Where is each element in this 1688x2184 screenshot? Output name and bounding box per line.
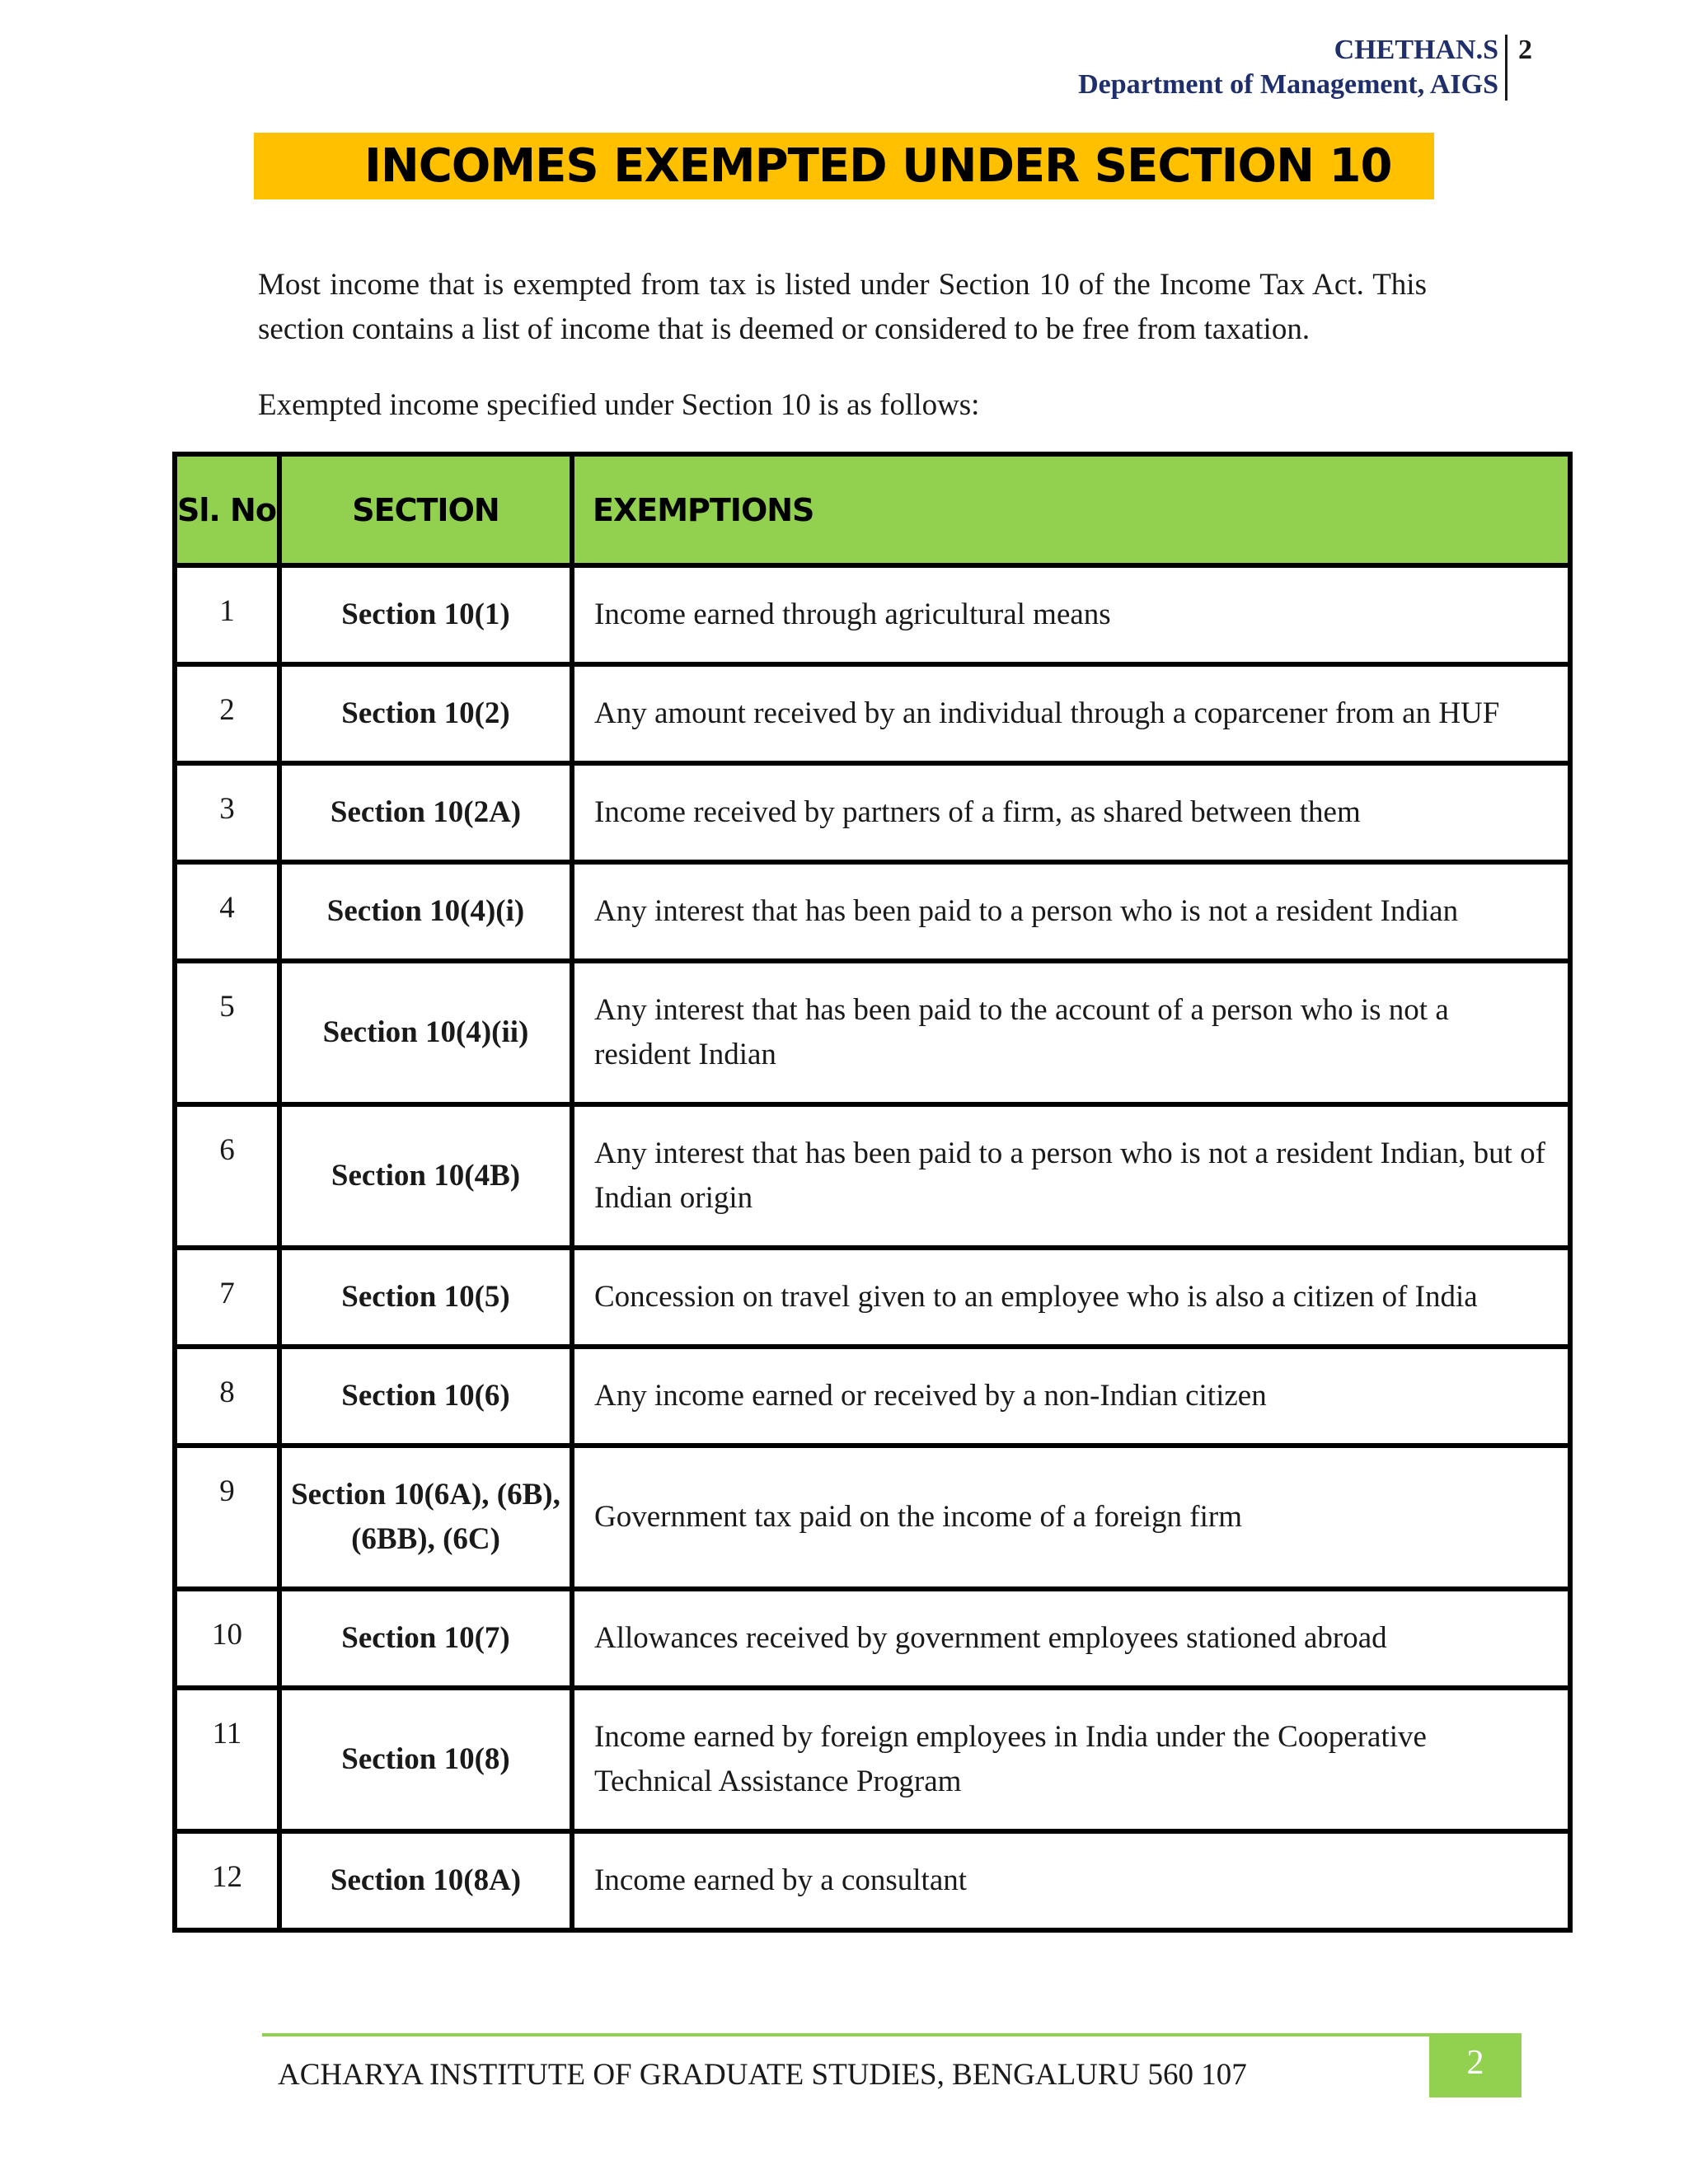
cell-sl-no: 8 <box>175 1347 279 1446</box>
cell-sl-no: 1 <box>175 565 279 664</box>
cell-section: Section 10(1) <box>279 565 572 664</box>
cell-sl-no: 7 <box>175 1248 279 1347</box>
table-row <box>175 1248 1570 1347</box>
header-department: Department of Management, AIGS <box>1078 69 1498 100</box>
cell-sl-no: 3 <box>175 763 279 862</box>
cell-section: Section 10(6A), (6B), (6BB), (6C) <box>279 1446 572 1589</box>
cell-exemption: Allowances received by government employees stationed abroad <box>572 1589 1570 1688</box>
table-row <box>175 961 1570 1104</box>
page-title: INCOMES EXEMPTED UNDER SECTION 10 <box>254 133 1434 199</box>
exemptions-table <box>172 452 1573 1933</box>
table-row <box>175 565 1570 664</box>
cell-section: Section 10(4B) <box>279 1104 572 1248</box>
header-divider <box>1505 35 1507 101</box>
column-header-sl-no: Sl. No <box>175 454 279 565</box>
cell-exemption: Any interest that has been paid to a person who is not a resident Indian <box>572 862 1570 961</box>
cell-section: Section 10(7) <box>279 1589 572 1688</box>
table-row <box>175 1104 1570 1248</box>
table-row <box>175 763 1570 862</box>
cell-section: Section 10(4)(i) <box>279 862 572 961</box>
header-page-number: 2 <box>1518 35 1532 65</box>
cell-sl-no: 4 <box>175 862 279 961</box>
cell-exemption: Income received by partners of a firm, as shared between them <box>572 763 1570 862</box>
cell-exemption: Any amount received by an individual through a coparcener from an HUF <box>572 664 1570 763</box>
cell-section: Section 10(6) <box>279 1347 572 1446</box>
intro-paragraph: Most income that is exempted from tax is listed under Section 10 of the Income Tax Act. This section contains a list of income that is deemed or considered to be free from taxation. <box>258 268 1427 346</box>
page-header <box>1078 33 1498 102</box>
cell-section: Section 10(2) <box>279 664 572 763</box>
cell-section: Section 10(4)(ii) <box>279 961 572 1104</box>
cell-sl-no: 9 <box>175 1446 279 1589</box>
cell-exemption: Any income earned or received by a non-Indian citizen <box>572 1347 1570 1446</box>
column-header-section: SECTION <box>279 454 572 565</box>
table-row <box>175 862 1570 961</box>
cell-sl-no: 11 <box>175 1688 279 1831</box>
cell-sl-no: 6 <box>175 1104 279 1248</box>
cell-exemption: Income earned through agricultural means <box>572 565 1570 664</box>
footer-page-number: 2 <box>1429 2033 1522 2097</box>
column-header-exemptions: EXEMPTIONS <box>572 454 1570 565</box>
cell-exemption: Any interest that has been paid to a person who is not a resident Indian, but of Indian origin <box>572 1104 1570 1248</box>
lead-paragraph: Exempted income specified under Section 10 is as follows: <box>258 388 980 422</box>
cell-sl-no: 12 <box>175 1831 279 1930</box>
table-row <box>175 664 1570 763</box>
table-row <box>175 1831 1570 1930</box>
footer-institute: ACHARYA INSTITUTE OF GRADUATE STUDIES, BENGALURU 560 107 <box>278 2058 1247 2092</box>
table-row <box>175 1688 1570 1831</box>
cell-exemption: Government tax paid on the income of a foreign firm <box>572 1446 1570 1589</box>
cell-sl-no: 5 <box>175 961 279 1104</box>
cell-exemption: Any interest that has been paid to the account of a person who is not a resident Indian <box>572 961 1570 1104</box>
cell-section: Section 10(8) <box>279 1688 572 1831</box>
table-header-row <box>175 454 1570 565</box>
cell-sl-no: 10 <box>175 1589 279 1688</box>
table-row <box>175 1446 1570 1589</box>
cell-sl-no: 2 <box>175 664 279 763</box>
table-row <box>175 1347 1570 1446</box>
footer-divider <box>262 2033 1431 2036</box>
header-author: CHETHAN.S <box>1334 35 1498 65</box>
cell-exemption: Income earned by a consultant <box>572 1831 1570 1930</box>
cell-section: Section 10(5) <box>279 1248 572 1347</box>
cell-section: Section 10(2A) <box>279 763 572 862</box>
cell-exemption: Income earned by foreign employees in India under the Cooperative Technical Assistance Program <box>572 1688 1570 1831</box>
cell-exemption: Concession on travel given to an employee who is also a citizen of India <box>572 1248 1570 1347</box>
table-row <box>175 1589 1570 1688</box>
cell-section: Section 10(8A) <box>279 1831 572 1930</box>
